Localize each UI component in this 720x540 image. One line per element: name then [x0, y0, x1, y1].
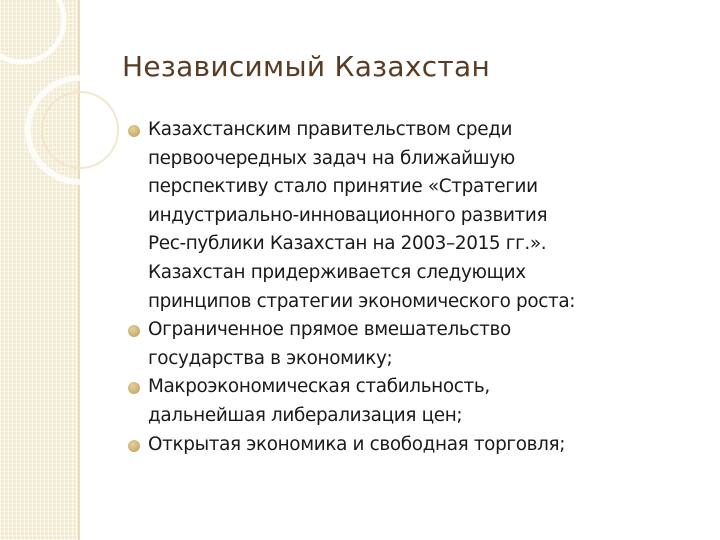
slide-title: Независимый Казахстан	[122, 50, 491, 83]
bullet-item	[128, 431, 708, 460]
bullet-line: Макроэкономическая стабильность,	[148, 376, 490, 398]
bullet-line: Казахстанским правительством среди	[148, 119, 513, 140]
bullet-dot-icon	[128, 382, 140, 394]
bullet-line: принципов стратегии экономического роста:	[148, 290, 576, 312]
bullet-line: Открытая экономика и свободная торговля;	[148, 433, 566, 455]
bullet-list	[128, 116, 708, 459]
bullet-dot-icon	[128, 125, 140, 137]
bullet-dot-icon	[128, 325, 140, 337]
bullet-line: перспективу стало принятие «Стратегии	[148, 176, 538, 198]
bullet-line: индустриально-инновационного развития	[148, 204, 548, 226]
bullet-line: дальнейшая либерализация цен;	[148, 404, 463, 426]
bullet-line: Рес-публики Казахстан на 2003–2015 гг.».	[148, 233, 547, 255]
bullet-item	[128, 373, 708, 430]
bullet-line: Ограниченное прямое вмешательство	[148, 319, 511, 341]
bullet-dot-icon	[128, 440, 140, 452]
bullet-item	[128, 116, 708, 316]
bullet-line: первоочередных задач на ближайшую	[148, 147, 515, 169]
bullet-item	[128, 316, 708, 373]
decorative-circles-icon	[0, 0, 140, 220]
bullet-line: государства в экономику;	[148, 347, 393, 369]
bullet-line: Казахстан придерживается следующих	[148, 261, 526, 283]
